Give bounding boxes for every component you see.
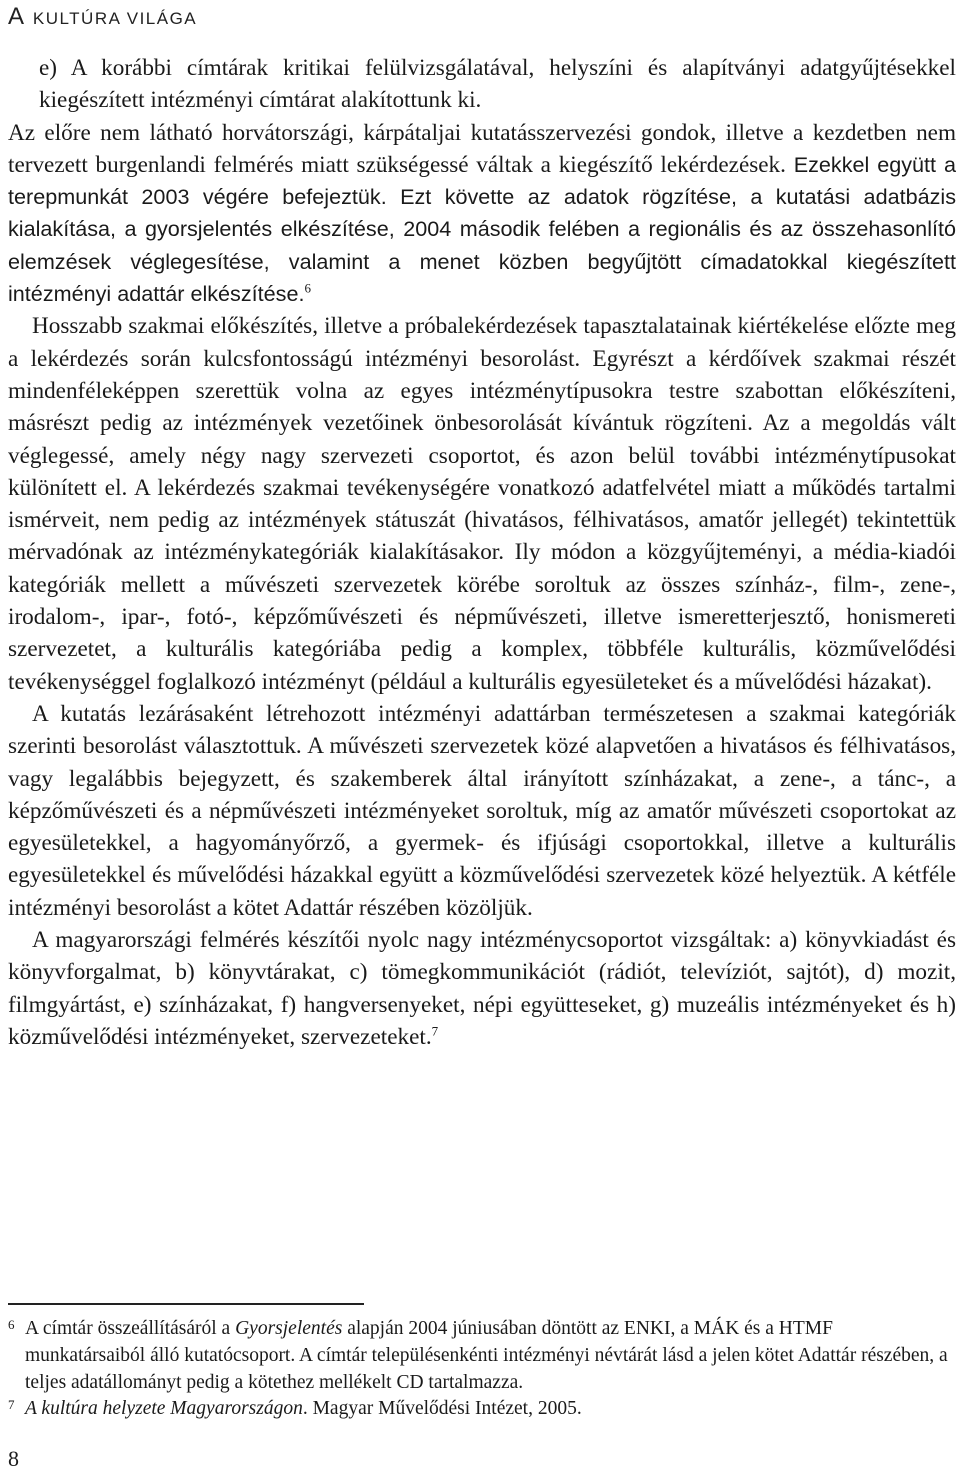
footnote-6-text-b: alapján 2004 júniusában döntött az ENKI, a MÁK és a HTMF munkatársaiból álló kutatócsoport. A címtár településenkénti intézményi névtárát lásd a jelen kötet Adattár részében, a teljes adatállományt pedig a kötethez mellékelt CD tartalmazza. xyxy=(25,1318,948,1393)
footnote-7-text-b: . Magyar Művelődési Intézet, 2005. xyxy=(302,1398,582,1420)
footnote-6-number: 6 xyxy=(8,1317,15,1332)
footnote-7-title: A kultúra helyzete Magyarországon xyxy=(25,1398,303,1420)
footnote-ref-7[interactable]: 7 xyxy=(431,1023,439,1039)
footnote-7-text xyxy=(25,1396,956,1423)
footnote-6-text-a: A címtár összeállításáról a xyxy=(25,1318,236,1339)
paragraph-4-text: A magyarországi felmérés készítői nyolc nagy intézménycsoportot vizsgáltak: a) könyvkiadást és könyvforgalmat, b) könyvtárakat, c) tömegkommunikációt (rádiót, televíziót, sajtót), d) mozit, filmgyártást, e) színházakat, f) hangversenyeket, népi együtteseket, g) muzeális intézményeket és h) közművelődési intézményeket, szervezeteket. xyxy=(8,927,956,1050)
paragraph-3: A kutatás lezárásaként létrehozott intézményi adattárban természetesen a szakmai kategóriák szerinti besorolást választottuk. A művészeti szervezetek közé alapvetően a hivatásos és félhivatásos, vagy legalábbis bejegyzett, és szakemberek által irányított színházakat, a zene-, a tánc-, a képzőművészeti és a népművészeti intézményeket soroltuk, míg az amatőr művészeti csoportokat az egyesületekkel, a hagyományőrző, a gyermek- és ifjúsági csoportokkal, illetve a kulturális egyesületekkel és művelődési házakkal együtt a közművelődési szervezetek közé helyeztük. A kétféle intézményi besorolást a kötet Adattár részében közöljük. xyxy=(8,700,956,921)
footnote-separator xyxy=(8,1303,364,1305)
list-item-e: e) A korábbi címtárak kritikai felülvizsgálatával, helyszíni és alapítványi adatgyűjtésekkel kiegészített intézményi címtárat alakítottunk ki. xyxy=(39,55,956,114)
paragraph-1-serif: Az előre nem látható horvátországi, kárpátaljai kutatásszervezési gondok, illetve a kezdetben nem tervezett burgenlandi felmérés miatt szükségessé váltak a kiegészítő lekérdezések. xyxy=(8,119,956,178)
body-text xyxy=(8,52,956,1053)
paragraph-4 xyxy=(8,924,956,1053)
footnote-6-title: Gyorsjelentés xyxy=(235,1318,343,1339)
running-header-initial: A xyxy=(8,3,26,30)
footnote-ref-6[interactable]: 6 xyxy=(304,280,311,296)
footnote-7-number: 7 xyxy=(8,1397,15,1413)
footnote-6-text xyxy=(25,1316,956,1396)
page-number: 8 xyxy=(8,1446,19,1471)
footnotes xyxy=(8,1316,956,1423)
paragraph-2: Hosszabb szakmai előkészítés, illetve a próbalekérdezések tapasztalatainak kiértékelése előzte meg a lekérdezés során kulcsfontosságú intézményi besorolást. Egyrészt a kérdőívek szakmai részét mindenféleképpen szerettük volna az egyes intézménytípusokra testre szabottan előkészíteni, másrészt pedig az intézmények vezetőinek önbesorolását kívántuk rögzíteni. Az a megoldás vált véglegessé, amely négy nagy szervezeti csoportot, és azon belül további intézménytípusokat különített el. A lekérdezés szakmai tevékenységére vonatkozó adatfelvétel miatt a működés tartalmi ismérveit, nem pedig az intézmények státuszát (hivatásos, félhivatásos, amatőr jellegét) tekintettük mérvadónak az intézménykategóriák kialakításakor. Ily módon a közgyűjteményi, a média-kiadói kategóriák mellett a művészeti szervezetek körébe soroltuk az összes színház-, film-, zene-, irodalom-, ipar-, fotó-, képzőművészeti és népművészeti, illetve ismeretterjesztő, honismereti szervezetet, a kulturális kategóriába pedig a komplex, többféle kulturális, közművelődési tevékenységgel foglalkozó intézményt (például a kulturális egyesületeket és a művelődési házakat). xyxy=(8,313,956,695)
running-header xyxy=(8,3,197,31)
footnote-7 xyxy=(8,1396,956,1423)
running-header-text: KULTÚRA VILÁGA xyxy=(32,9,198,28)
paragraph-1-sans: Ezekkel együtt a terepmunkát 2003 végére befejeztük. Ezt követte az adatok rögzítése, a kutatási adatbázis kialakítása, a gyorsjelentés elkészítése, 2004 második felében a regionális és az összehasonlító elemzések véglegesítése, valamint a menet közben begyűjtött címadatokkal kiegészített intézményi adattár elkészítése. xyxy=(8,151,956,307)
footnote-6 xyxy=(8,1316,956,1396)
paragraph-1 xyxy=(8,117,956,311)
